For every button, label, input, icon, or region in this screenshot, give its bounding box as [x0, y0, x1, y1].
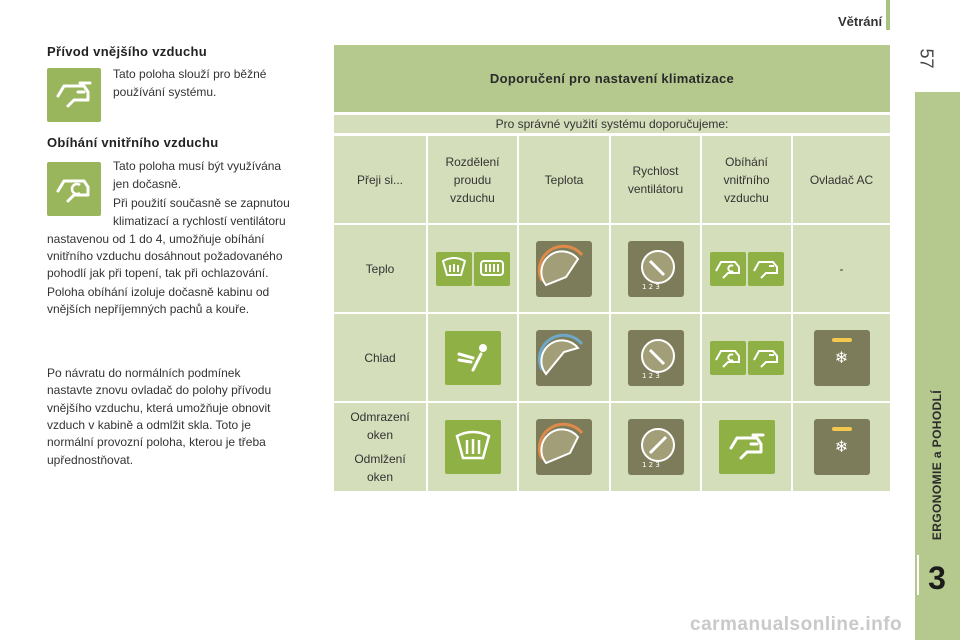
page-number: 57 [916, 48, 937, 69]
recirc-text-7: pohodlí jak při topení, tak při ochlazování. [47, 266, 269, 280]
cool-ac [793, 314, 890, 401]
warm-recirculation [702, 225, 791, 312]
normal-text-6: upřednostňovat. [47, 453, 134, 467]
recirc-heading: Obíhání vnitřního vzduchu [47, 135, 219, 150]
footer-watermark: carmanualsonline.info [690, 614, 903, 635]
col-header-fan-speed: Rychlost ventilátoru [611, 136, 700, 223]
warm-fan-speed [611, 225, 700, 312]
normal-text-1: Po návratu do normálních podmínek [47, 366, 241, 380]
recirculation-icon [47, 162, 101, 216]
fan-dial-icon [628, 241, 684, 297]
col-header-recirculation: Obíhání vnitřního vzduchu [702, 136, 791, 223]
normal-text-5: normální provozní poloha, kterou je třeba [47, 435, 266, 449]
cool-recirculation [702, 314, 791, 401]
chapter-label: ERGONOMIE a POHODLÍ [930, 389, 944, 541]
section-title: Větrání [838, 14, 883, 29]
fresh-air-large-icon [719, 420, 775, 474]
temperature-dial-icon [536, 241, 592, 297]
fresh-air-text-2: používání systému. [113, 85, 217, 99]
cool-distribution [428, 314, 517, 401]
recirculation-small-icon [710, 252, 746, 286]
defrost-fan-speed [611, 403, 700, 491]
climate-table [334, 45, 890, 491]
fan-dial-icon [628, 330, 684, 386]
recirc-text-4: klimatizací a rychlostí ventilátoru [113, 214, 286, 228]
ac-on-button-icon: ❄ [814, 330, 870, 386]
col-header-distribution: Rozdělení proudu vzduchu [428, 136, 517, 223]
fresh-air-icon [47, 68, 101, 122]
chapter-number: 3 [928, 560, 946, 596]
recirc-text-1: Tato poloha musí být využívána [113, 159, 282, 173]
recirc-text-3: Při použití současně se zapnutou [113, 196, 290, 210]
normal-text-4: vzduch v kabině a odmlžit skla. Toto je [47, 418, 251, 432]
face-vent-icon [445, 331, 501, 385]
fresh-air-small-icon [748, 341, 784, 375]
col-header-wish: Přeji si... [334, 136, 426, 223]
chapter-divider [917, 555, 919, 595]
cool-fan-speed [611, 314, 700, 401]
defrost-temperature [519, 403, 609, 491]
warm-distribution [428, 225, 517, 312]
row-label-defrost: Odmrazení oken Odmlžení oken [334, 403, 426, 491]
recirc-text-9: vnějších nepříjemných pachů a kouře. [47, 302, 250, 316]
defrost-recirculation [702, 403, 791, 491]
table-subtitle: Pro správné využití systému doporučujeme: [334, 115, 890, 133]
row-label-cool: Chlad [334, 314, 426, 401]
recirculation-small-icon [710, 341, 746, 375]
recirc-text-8: Poloha obíhání izoluje dočasně kabinu od [47, 285, 270, 299]
temperature-dial-cold-icon [536, 330, 592, 386]
defrost-ac [793, 403, 890, 491]
cool-temperature [519, 314, 609, 401]
fresh-air-small-icon [748, 252, 784, 286]
warm-temperature [519, 225, 609, 312]
windscreen-defrost-icon [445, 420, 501, 474]
header-accent-bar [886, 0, 890, 30]
windscreen-feet-icon [436, 252, 472, 286]
fresh-air-text-1: Tato poloha slouží pro běžné [113, 67, 267, 81]
chapter-band [915, 92, 960, 640]
normal-text-3: vnějšího vzduchu, která umožňuje obnovit [47, 401, 271, 415]
temperature-dial-hot-icon [536, 419, 592, 475]
recirc-text-5: nastavenou od 1 do 4, umožňuje obíhání [47, 232, 265, 246]
warm-ac: - [793, 225, 890, 312]
col-header-temperature: Teplota [519, 136, 609, 223]
table-title: Doporučení pro nastavení klimatizace [334, 45, 890, 112]
defrost-distribution [428, 403, 517, 491]
col-header-ac: Ovladač AC [793, 136, 890, 223]
fresh-air-heading: Přívod vnějšího vzduchu [47, 44, 208, 59]
rear-defrost-icon [474, 252, 510, 286]
fan-dial-max-icon [628, 419, 684, 475]
svg-text:1 2 3: 1 2 3 [641, 461, 660, 469]
normal-text-2: nastavte znovu ovladač do polohy přívodu [47, 383, 272, 397]
svg-text:1 2 3: 1 2 3 [641, 371, 660, 380]
ac-on-button-icon: ❄ [814, 419, 870, 475]
recirc-text-2: jen dočasně. [113, 177, 182, 191]
svg-text:1 2 3: 1 2 3 [641, 282, 660, 291]
row-label-warm: Teplo [334, 225, 426, 312]
recirc-text-6: vnitřního vzduchu dosáhnout požadovaného [47, 249, 283, 263]
